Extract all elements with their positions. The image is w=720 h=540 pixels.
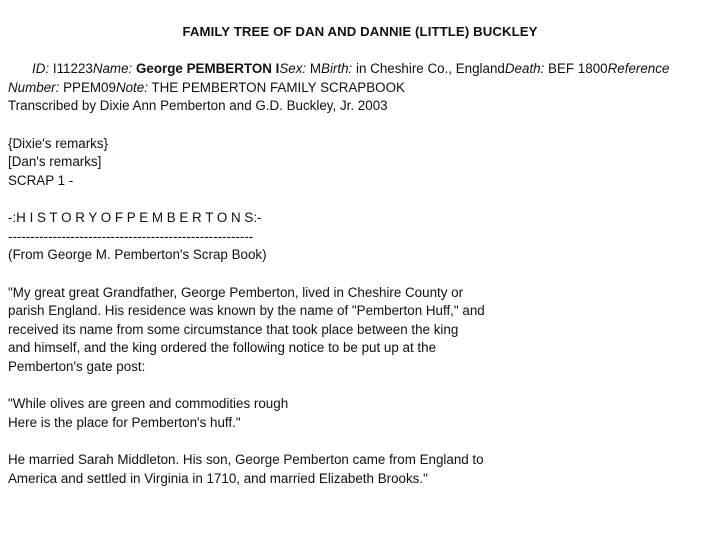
id-value: I11223 — [49, 61, 93, 76]
paragraph-line: "My great great Grandfather, George Pemberton, lived in Cheshire County or — [8, 284, 464, 300]
history-heading: -:H I S T O R Y O F P E M B E R T O N S:- — [8, 210, 262, 225]
paragraph-line: He married Sarah Middleton. His son, George Pemberton came from England to — [8, 452, 484, 467]
birth-value: in Cheshire Co., England — [352, 61, 505, 76]
name-label: Name: — [92, 61, 133, 76]
note-label: Note: — [115, 79, 148, 95]
name-value: George PEMBERTON I — [132, 61, 280, 76]
reference-label: Reference — [607, 61, 670, 76]
source-note: (From George M. Pemberton's Scrap Book) — [8, 247, 267, 262]
paragraph-line: America and settled in Virginia in 1710, and married Elizabeth Brooks." — [8, 470, 428, 486]
paragraph-line: and himself, and the king ordered the following notice to be put up at the — [8, 340, 437, 355]
death-value: BEF 1800 — [544, 61, 608, 76]
paragraph-line: "While olives are green and commodities rough — [8, 396, 289, 411]
number-value: PPEM09 — [59, 79, 116, 95]
record-line-2 — [8, 79, 713, 98]
number-label: Number: — [8, 79, 60, 95]
scrap-label: SCRAP 1 - — [8, 172, 74, 188]
death-label: Death: — [504, 61, 545, 76]
birth-label: Birth: — [321, 61, 353, 76]
paragraph-line: Pemberton's gate post: — [8, 358, 146, 374]
id-label: ID: — [32, 61, 50, 76]
note-value: THE PEMBERTON FAMILY SCRAPBOOK — [147, 79, 405, 95]
paragraph-1 — [8, 284, 713, 377]
paragraph-line: parish England. His residence was known by the name of "Pemberton Huff," and — [8, 303, 485, 318]
remark-dan: [Dan's remarks] — [8, 154, 102, 169]
paragraph-line: received its name from some circumstance that took place between the king — [8, 321, 459, 337]
paragraph-2-quote — [8, 395, 713, 432]
remark-dixie: {Dixie's remarks} — [8, 135, 109, 151]
paragraph-line: Here is the place for Pemberton's huff." — [8, 414, 241, 430]
sex-value: M — [306, 61, 322, 76]
document-body — [8, 60, 713, 488]
paragraph-3 — [8, 451, 713, 488]
record-line-1 — [8, 60, 713, 79]
separator-line: ------------------------------------------------------- — [8, 228, 254, 244]
document-title: FAMILY TREE OF DAN AND DANNIE (LITTLE) BUCKLEY — [182, 24, 538, 39]
sex-label: Sex: — [279, 61, 307, 76]
transcribed-by: Transcribed by Dixie Ann Pemberton and G.D. Buckley, Jr. 2003 — [8, 98, 388, 113]
